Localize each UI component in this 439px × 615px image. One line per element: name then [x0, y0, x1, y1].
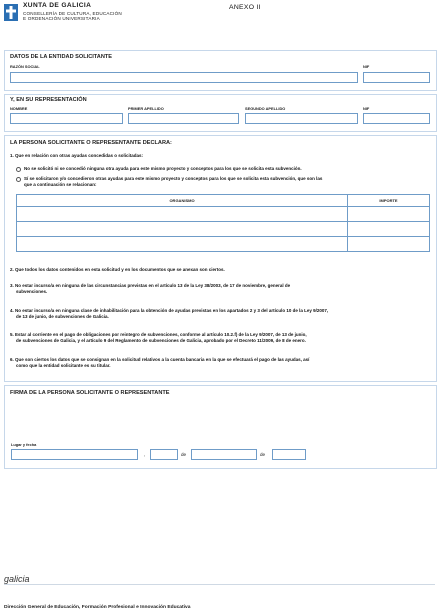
declara-item-6-line-1: 6. Que son ciertos los datos que se consignan en la solicitud relativos a la cuenta bancaria en la que se efectuará el pago de las ayudas, así	[10, 357, 310, 362]
segundo-apellido-label: SEGUNDO APELLIDO	[245, 106, 286, 111]
anio-input[interactable]	[272, 449, 306, 460]
declara-item-2: 2. Que todos los datos contenidos en esta solicitud y en los documentos que se anexan son ciertos.	[10, 267, 225, 272]
ayudas-table	[16, 194, 430, 252]
entidad-section	[4, 50, 437, 91]
primer-apellido-label: PRIMER APELLIDO	[128, 106, 164, 111]
ayudas-table-header	[17, 195, 430, 207]
razon-social-input[interactable]	[10, 72, 358, 83]
importe-cell-2[interactable]	[348, 222, 430, 237]
table-row	[17, 222, 430, 237]
declara-section	[4, 135, 437, 382]
org-subtitle-line-1: CONSELLERÍA DE CULTURA, EDUCACIÓN	[23, 11, 122, 16]
segundo-apellido-input[interactable]	[245, 113, 358, 124]
declara-item-5-line-2: de subvenciones de Galicia, y el artículo 9 del Reglamento de subvenciones de Galicia, aprobado por el Decreto 11/2009, de 8 de enero.	[16, 338, 306, 344]
firma-section	[4, 385, 437, 469]
option-si-ayudas-line-2: que a continuación se relacionan:	[24, 182, 97, 188]
importe-cell-1[interactable]	[348, 207, 430, 222]
lugar-fecha-label: Lugar y fecha	[11, 442, 37, 447]
organismo-header: ORGANISMO	[17, 195, 348, 207]
table-row	[17, 237, 430, 252]
importe-header: IMPORTE	[348, 195, 430, 207]
representante-nif-input[interactable]	[363, 113, 430, 124]
lugar-input[interactable]	[11, 449, 138, 460]
footer-department: Dirección General de Educación, Formación Profesional e Innovación Educativa	[4, 605, 191, 610]
de-separator-2: de	[260, 452, 266, 457]
organismo-cell-1[interactable]	[17, 207, 348, 222]
representacion-title: Y, EN SU REPRESENTACIÓN	[10, 97, 87, 103]
nombre-label: NOMBRE	[10, 106, 28, 111]
declara-item-6-line-2: como que la entidad solicitante es su titular.	[16, 363, 111, 369]
org-subtitle-line-2: E ORDENACIÓN UNIVERSITARIA	[23, 16, 100, 22]
declara-title: LA PERSONA SOLICITANTE O REPRESENTANTE DECLARA:	[10, 140, 172, 146]
dia-input[interactable]	[150, 449, 178, 460]
org-subtitle	[23, 11, 122, 21]
entidad-nif-label: NIF	[363, 64, 370, 69]
entidad-title: DATOS DE LA ENTIDAD SOLICITANTE	[10, 54, 113, 60]
table-row	[17, 207, 430, 222]
declara-item-4	[10, 308, 430, 320]
declara-item-5-line-1: 5. Estar al corriente en el pago de obligaciones por reintegro de subvenciones, conforme al artículo 10.2.f) de la Ley 9/2007, de 13 de junio,	[10, 332, 307, 337]
mes-input[interactable]	[191, 449, 257, 460]
organismo-cell-3[interactable]	[17, 237, 348, 252]
declara-item-1: 1. Que en relación con otras ayudas concedidas o solicitadas:	[10, 153, 144, 158]
anexo-title: ANEXO II	[229, 4, 261, 11]
declara-item-4-line-2: de 13 de junio, de subvenciones de Galicia.	[16, 314, 109, 320]
importe-cell-3[interactable]	[348, 237, 430, 252]
nombre-input[interactable]	[10, 113, 123, 124]
option-no-ayudas-radio[interactable]	[16, 167, 21, 172]
representante-nif-label: NIF	[363, 106, 370, 111]
declara-item-3	[10, 283, 430, 295]
primer-apellido-input[interactable]	[128, 113, 239, 124]
representacion-section	[4, 94, 437, 132]
org-name: XUNTA DE GALICIA	[23, 2, 92, 9]
galicia-logo: galicia	[4, 574, 30, 584]
option-si-ayudas-label	[24, 176, 432, 188]
entidad-nif-input[interactable]	[363, 72, 430, 83]
declara-item-3-line-2: subvenciones.	[16, 289, 48, 295]
declara-item-4-line-1: 4. No estar incurso/a en ninguna clase de inhabilitación para la obtención de ayudas previstas en los apartados 2 y 3 del artículo 10 de la Ley 9/2007,	[10, 308, 329, 313]
de-separator-1: de	[181, 452, 187, 457]
option-no-ayudas-label: No se solicitó ni se concedió ninguna otra ayuda para este mismo proyecto y conceptos para los que se solicita esta subvención.	[24, 166, 302, 171]
declara-item-6	[10, 357, 430, 369]
xunta-cross-logo-icon	[4, 4, 18, 21]
option-si-ayudas-line-1: Sí se solicitaron y/o concedieron otras ayudas para este mismo proyecto y conceptos para los que se solicita esta subvención, que son las	[24, 176, 323, 181]
option-si-ayudas-radio[interactable]	[16, 177, 21, 182]
razon-social-label: RAZÓN SOCIAL	[10, 64, 40, 69]
declara-item-5	[10, 332, 430, 344]
firma-title: FIRMA DE LA PERSONA SOLICITANTE O REPRESENTANTE	[10, 390, 170, 396]
organismo-cell-2[interactable]	[17, 222, 348, 237]
declara-item-3-line-1: 3. No estar incurso/a en ninguna de las circunstancias previstas en el artículo 13 de la Ley 38/2003, de 17 de noviembre, general de	[10, 283, 291, 288]
comma-separator: ,	[144, 452, 146, 457]
footer-divider	[4, 584, 435, 585]
